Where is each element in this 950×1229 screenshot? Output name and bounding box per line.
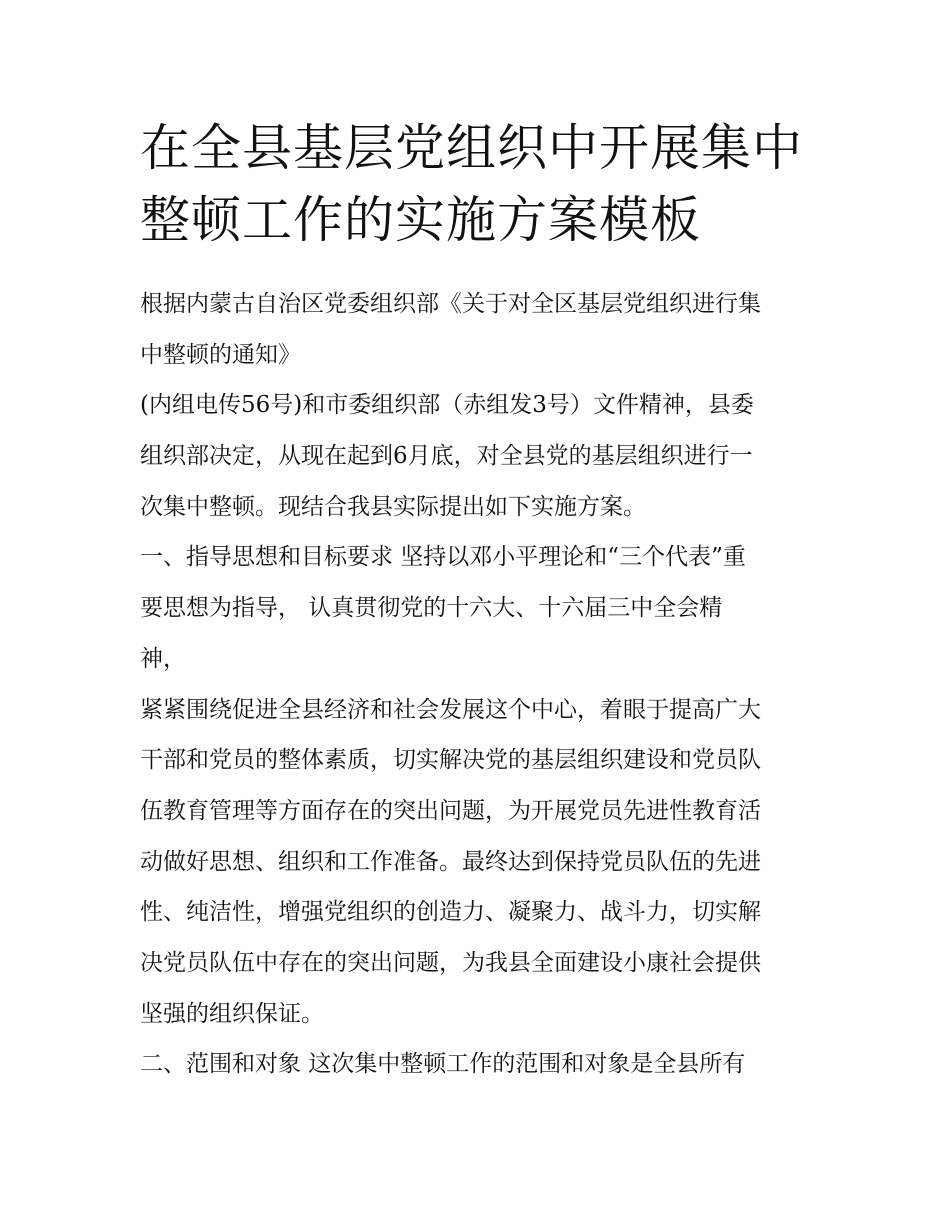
body-line: 紧紧围绕促进全县经济和社会发展这个中心，着眼于提高广大 bbox=[140, 696, 761, 723]
body-line: 性、纯洁性，增强党组织的创造力、凝聚力、战斗力，切实解 bbox=[140, 899, 761, 926]
body-line: 干部和党员的整体素质，切实解决党的基层组织建设和党员队 bbox=[140, 747, 761, 774]
body-line: 神， bbox=[140, 645, 186, 672]
body-line: 坚强的组织保证。 bbox=[140, 1000, 324, 1027]
body-line: (内组电传56号)和市委组织部（赤组发3号）文件精神，县委 bbox=[140, 392, 754, 419]
body-line: 动做好思想、组织和工作准备。最终达到保持党员队伍的先进 bbox=[140, 848, 761, 875]
body-line: 决党员队伍中存在的突出问题，为我县全面建设小康社会提供 bbox=[140, 949, 761, 976]
body-line: 次集中整顿。现结合我县实际提出如下实施方案。 bbox=[140, 493, 646, 520]
body-line: 伍教育管理等方面存在的突出问题，为开展党员先进性教育活 bbox=[140, 797, 761, 824]
body-line: 要思想为指导， 认真贯彻党的十六大、十六届三中全会精 bbox=[140, 595, 723, 622]
document-title bbox=[140, 112, 820, 256]
title-line-2: 整顿工作的实施方案模板 bbox=[140, 191, 701, 249]
body-line: 组织部决定，从现在起到6月底，对全县党的基层组织进行一 bbox=[140, 443, 753, 470]
body-line: 中整顿的通知》 bbox=[140, 341, 301, 368]
body-line: 根据内蒙古自治区党委组织部《关于对全区基层党组织进行集 bbox=[140, 291, 761, 317]
body-line: 二、范围和对象 这次集中整顿工作的范围和对象是全县所有 bbox=[140, 1051, 746, 1078]
document-body bbox=[140, 279, 820, 1090]
body-line: 一、指导思想和目标要求 坚持以邓小平理论和“三个代表”重 bbox=[140, 544, 746, 571]
title-line-1: 在全县基层党组织中开展集中 bbox=[140, 119, 803, 177]
